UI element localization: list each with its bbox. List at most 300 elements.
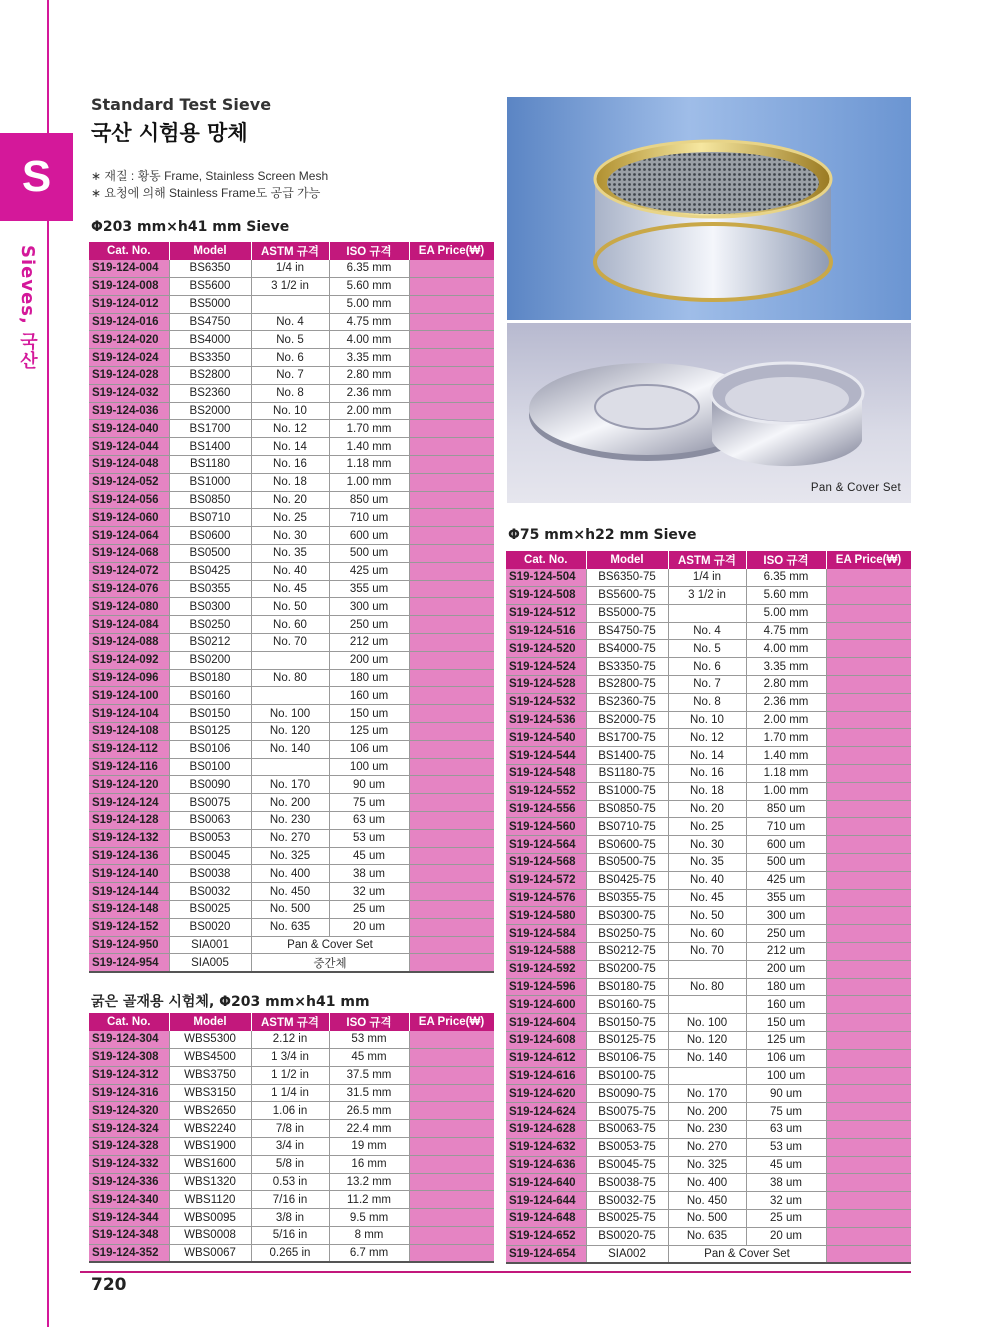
model-cell: BS0063 — [169, 812, 251, 830]
model-cell: BS0180 — [169, 669, 251, 687]
astm-cell: 7/8 in — [251, 1120, 329, 1138]
iso-cell: 75 um — [746, 1103, 826, 1121]
iso-cell: 37.5 mm — [329, 1066, 409, 1084]
table-row — [506, 782, 911, 800]
iso-cell: 1.00 mm — [746, 782, 826, 800]
iso-cell: 200 um — [746, 960, 826, 978]
table-row — [89, 669, 494, 687]
price-cell — [409, 669, 494, 687]
column-header: Cat. No. — [89, 1013, 169, 1031]
cat-no-cell: S19-124-628 — [506, 1121, 586, 1139]
table-row — [89, 1191, 494, 1209]
page-number: 720 — [91, 1275, 127, 1295]
model-cell: BS2800-75 — [586, 676, 668, 694]
table-row — [89, 473, 494, 491]
table-row — [506, 800, 911, 818]
astm-cell: No. 200 — [668, 1103, 746, 1121]
model-cell: BS1180 — [169, 456, 251, 474]
price-cell — [409, 812, 494, 830]
price-cell — [826, 943, 911, 961]
table-row — [506, 1192, 911, 1210]
cat-no-cell: S19-124-088 — [89, 634, 169, 652]
section-title-203-sieve: Φ203 mm×h41 mm Sieve — [91, 219, 290, 235]
table-row — [506, 836, 911, 854]
price-cell — [409, 509, 494, 527]
model-cell: BS1180-75 — [586, 765, 668, 783]
iso-cell: 5.00 mm — [746, 604, 826, 622]
model-cell: BS0355-75 — [586, 889, 668, 907]
table-row — [506, 1138, 911, 1156]
iso-cell: 90 um — [329, 776, 409, 794]
model-cell: BS1400 — [169, 438, 251, 456]
astm-cell: 1/4 in — [251, 260, 329, 278]
iso-cell: 2.00 mm — [746, 711, 826, 729]
astm-cell: No. 60 — [251, 616, 329, 634]
astm-cell: No. 40 — [251, 562, 329, 580]
table-row — [89, 509, 494, 527]
model-cell: WBS1120 — [169, 1191, 251, 1209]
material-note: ∗ 재질 : 황동 Frame, Stainless Screen Mesh — [91, 169, 329, 183]
astm-cell: No. 45 — [251, 580, 329, 598]
model-cell: BS0038 — [169, 865, 251, 883]
astm-cell: 1 1/4 in — [251, 1084, 329, 1102]
model-cell: BS0045 — [169, 847, 251, 865]
iso-cell: 6.35 mm — [329, 260, 409, 278]
cat-no-cell: S19-124-020 — [89, 331, 169, 349]
column-header: EA Price(₩) — [409, 242, 494, 260]
iso-cell: 53 mm — [329, 1031, 409, 1049]
iso-cell: 300 um — [329, 598, 409, 616]
iso-cell: 32 um — [746, 1192, 826, 1210]
astm-cell: No. 325 — [251, 847, 329, 865]
model-cell: WBS1900 — [169, 1138, 251, 1156]
model-cell: WBS1320 — [169, 1173, 251, 1191]
column-header: ISO 규격 — [329, 242, 409, 260]
cat-no-cell: S19-124-016 — [89, 313, 169, 331]
iso-cell: 22.4 mm — [329, 1120, 409, 1138]
iso-cell: 1.40 mm — [329, 438, 409, 456]
price-cell — [826, 836, 911, 854]
table-row — [89, 580, 494, 598]
cat-no-cell: S19-124-100 — [89, 687, 169, 705]
price-cell — [826, 676, 911, 694]
model-cell: WBS3750 — [169, 1066, 251, 1084]
cat-no-cell: S19-124-040 — [89, 420, 169, 438]
price-cell — [409, 865, 494, 883]
table-row — [89, 260, 494, 278]
astm-cell: No. 70 — [668, 943, 746, 961]
model-cell: BS0090-75 — [586, 1085, 668, 1103]
pan-cover-photo — [507, 323, 911, 503]
iso-cell: 300 um — [746, 907, 826, 925]
table-row — [506, 569, 911, 587]
model-cell: BS4000 — [169, 331, 251, 349]
astm-cell: 1 3/4 in — [251, 1049, 329, 1067]
model-cell: BS5000 — [169, 295, 251, 313]
astm-cell: No. 60 — [668, 925, 746, 943]
astm-cell: No. 7 — [668, 676, 746, 694]
iso-cell: 1.00 mm — [329, 473, 409, 491]
model-cell: BS0075 — [169, 794, 251, 812]
astm-cell: No. 45 — [668, 889, 746, 907]
price-cell — [826, 1049, 911, 1067]
astm-cell: No. 270 — [668, 1138, 746, 1156]
astm-cell: No. 325 — [668, 1156, 746, 1174]
table-row — [89, 776, 494, 794]
iso-cell: 200 um — [329, 651, 409, 669]
price-cell — [409, 1102, 494, 1120]
astm-cell: No. 12 — [251, 420, 329, 438]
cat-no-cell: S19-124-056 — [89, 491, 169, 509]
table-row — [89, 1031, 494, 1049]
price-cell — [826, 604, 911, 622]
table-row — [89, 1066, 494, 1084]
astm-cell — [251, 651, 329, 669]
table-row — [89, 1155, 494, 1173]
iso-cell: 425 um — [746, 871, 826, 889]
cat-no-cell: S19-124-332 — [89, 1155, 169, 1173]
price-cell — [826, 925, 911, 943]
iso-cell: 1.40 mm — [746, 747, 826, 765]
model-cell: BS0090 — [169, 776, 251, 794]
cat-no-cell: S19-124-608 — [506, 1032, 586, 1050]
table-row — [506, 960, 911, 978]
iso-cell: 38 um — [329, 865, 409, 883]
iso-cell: 75 um — [329, 794, 409, 812]
astm-cell: No. 400 — [668, 1174, 746, 1192]
column-header: Model — [586, 551, 668, 569]
model-cell: BS0425 — [169, 562, 251, 580]
table-row — [89, 562, 494, 580]
price-cell — [409, 562, 494, 580]
price-cell — [826, 960, 911, 978]
iso-cell: 16 mm — [329, 1155, 409, 1173]
cat-no-cell: S19-124-328 — [89, 1138, 169, 1156]
cat-no-cell: S19-124-600 — [506, 996, 586, 1014]
cat-no-cell: S19-124-080 — [89, 598, 169, 616]
cat-no-cell: S19-124-072 — [89, 562, 169, 580]
iso-cell: 2.80 mm — [746, 676, 826, 694]
astm-cell: No. 20 — [668, 800, 746, 818]
cat-no-cell: S19-124-640 — [506, 1174, 586, 1192]
iso-cell: 45 mm — [329, 1049, 409, 1067]
astm-cell: No. 230 — [251, 812, 329, 830]
price-cell — [826, 1174, 911, 1192]
price-cell — [409, 1084, 494, 1102]
price-cell — [409, 527, 494, 545]
astm-cell: 7/16 in — [251, 1191, 329, 1209]
astm-cell: No. 25 — [251, 509, 329, 527]
iso-cell: 106 um — [329, 740, 409, 758]
astm-cell: No. 140 — [251, 740, 329, 758]
iso-cell: 212 um — [329, 634, 409, 652]
cat-no-cell: S19-124-532 — [506, 693, 586, 711]
table-row — [506, 996, 911, 1014]
cat-no-cell: S19-124-324 — [89, 1120, 169, 1138]
price-cell — [826, 871, 911, 889]
model-cell: SIA005 — [169, 954, 251, 972]
cat-no-cell: S19-124-340 — [89, 1191, 169, 1209]
table-row — [506, 729, 911, 747]
model-cell: BS3350 — [169, 349, 251, 367]
model-cell: BS0032-75 — [586, 1192, 668, 1210]
price-cell — [826, 1138, 911, 1156]
price-cell — [409, 367, 494, 385]
model-cell: BS0500-75 — [586, 854, 668, 872]
table-row — [506, 747, 911, 765]
table-row — [89, 954, 494, 972]
astm-cell: No. 5 — [668, 640, 746, 658]
model-cell: BS0850-75 — [586, 800, 668, 818]
iso-cell: 355 um — [329, 580, 409, 598]
cat-no-cell: S19-124-140 — [89, 865, 169, 883]
table-row — [89, 1138, 494, 1156]
table-row — [506, 711, 911, 729]
model-cell: WBS1600 — [169, 1155, 251, 1173]
price-cell — [826, 1209, 911, 1227]
price-cell — [409, 1120, 494, 1138]
price-cell — [826, 1121, 911, 1139]
astm-cell: No. 5 — [251, 331, 329, 349]
column-header: Model — [169, 1013, 251, 1031]
iso-cell: 63 um — [329, 812, 409, 830]
cat-no-cell: S19-124-588 — [506, 943, 586, 961]
table-row — [506, 818, 911, 836]
iso-cell: 5.00 mm — [329, 295, 409, 313]
cat-no-cell: S19-124-552 — [506, 782, 586, 800]
price-cell — [409, 794, 494, 812]
price-cell — [826, 1156, 911, 1174]
iso-cell: 100 um — [746, 1067, 826, 1085]
price-cell — [409, 1209, 494, 1227]
model-cell: BS0250 — [169, 616, 251, 634]
table-row — [89, 1209, 494, 1227]
table-row — [89, 349, 494, 367]
astm-cell: No. 10 — [251, 402, 329, 420]
sieve-75-table — [506, 551, 912, 1264]
astm-cell: No. 50 — [251, 598, 329, 616]
astm-cell — [668, 960, 746, 978]
astm-cell: 3 1/2 in — [251, 278, 329, 296]
astm-cell: 3 1/2 in — [668, 587, 746, 605]
column-header: EA Price(₩) — [409, 1013, 494, 1031]
model-cell: BS5000-75 — [586, 604, 668, 622]
iso-cell: 160 um — [746, 996, 826, 1014]
price-cell — [409, 260, 494, 278]
model-cell: BS0212-75 — [586, 943, 668, 961]
table-row — [506, 907, 911, 925]
price-cell — [826, 587, 911, 605]
iso-cell: 11.2 mm — [329, 1191, 409, 1209]
price-cell — [409, 384, 494, 402]
table-header-row — [506, 551, 911, 569]
iso-cell: 250 um — [329, 616, 409, 634]
price-cell — [826, 854, 911, 872]
table-row — [506, 854, 911, 872]
astm-cell: No. 170 — [668, 1085, 746, 1103]
price-cell — [826, 907, 911, 925]
astm-cell: No. 450 — [251, 883, 329, 901]
table-row — [506, 1067, 911, 1085]
cat-no-cell: S19-124-512 — [506, 604, 586, 622]
price-cell — [409, 1191, 494, 1209]
astm-cell: Pan & Cover Set — [251, 936, 409, 954]
price-cell — [409, 402, 494, 420]
column-header: ISO 규격 — [329, 1013, 409, 1031]
price-cell — [409, 687, 494, 705]
astm-cell: 1/4 in — [668, 569, 746, 587]
cat-no-cell: S19-124-648 — [506, 1209, 586, 1227]
model-cell: SIA001 — [169, 936, 251, 954]
table-row — [506, 1245, 911, 1263]
price-cell — [409, 295, 494, 313]
table-row — [89, 331, 494, 349]
model-cell: BS2800 — [169, 367, 251, 385]
table-row — [506, 1103, 911, 1121]
astm-cell: No. 30 — [668, 836, 746, 854]
table-row — [506, 943, 911, 961]
iso-cell: 500 um — [329, 545, 409, 563]
cat-no-cell: S19-124-560 — [506, 818, 586, 836]
model-cell: BS0425-75 — [586, 871, 668, 889]
price-cell — [826, 693, 911, 711]
model-cell: BS1000 — [169, 473, 251, 491]
price-cell — [409, 705, 494, 723]
astm-cell — [251, 295, 329, 313]
price-cell — [826, 640, 911, 658]
price-cell — [826, 818, 911, 836]
price-cell — [409, 1244, 494, 1262]
price-cell — [826, 747, 911, 765]
model-cell: BS0025-75 — [586, 1209, 668, 1227]
iso-cell: 160 um — [329, 687, 409, 705]
astm-cell: No. 16 — [251, 456, 329, 474]
astm-cell: No. 8 — [668, 693, 746, 711]
cat-no-cell: S19-124-136 — [89, 847, 169, 865]
price-cell — [826, 1245, 911, 1263]
cat-no-cell: S19-124-556 — [506, 800, 586, 818]
table-row — [506, 587, 911, 605]
iso-cell: 106 um — [746, 1049, 826, 1067]
cat-no-cell: S19-124-032 — [89, 384, 169, 402]
table-row — [89, 936, 494, 954]
iso-cell: 32 um — [329, 883, 409, 901]
price-cell — [826, 729, 911, 747]
iso-cell: 180 um — [329, 669, 409, 687]
table-row — [89, 812, 494, 830]
iso-cell: 6.35 mm — [746, 569, 826, 587]
section-title-75-sieve: Φ75 mm×h22 mm Sieve — [508, 527, 697, 543]
model-cell: BS0150-75 — [586, 1014, 668, 1032]
astm-cell: No. 635 — [251, 918, 329, 936]
iso-cell: 4.75 mm — [329, 313, 409, 331]
iso-cell: 8 mm — [329, 1227, 409, 1245]
column-header: ASTM 규격 — [251, 1013, 329, 1031]
pan-cover-illustration — [507, 323, 911, 503]
cat-no-cell: S19-124-644 — [506, 1192, 586, 1210]
table-row — [89, 313, 494, 331]
table-row — [89, 900, 494, 918]
cat-no-cell: S19-124-152 — [89, 918, 169, 936]
cat-no-cell: S19-124-148 — [89, 900, 169, 918]
iso-cell: 5.60 mm — [746, 587, 826, 605]
iso-cell: 1.70 mm — [329, 420, 409, 438]
model-cell: BS0180-75 — [586, 978, 668, 996]
astm-cell: No. 10 — [668, 711, 746, 729]
cat-no-cell: S19-124-044 — [89, 438, 169, 456]
iso-cell: 600 um — [329, 527, 409, 545]
model-cell: BS5600 — [169, 278, 251, 296]
model-cell: BS0500 — [169, 545, 251, 563]
table-row — [89, 616, 494, 634]
iso-cell: 3.35 mm — [329, 349, 409, 367]
table-row — [89, 491, 494, 509]
cat-no-cell: S19-124-592 — [506, 960, 586, 978]
astm-cell: No. 270 — [251, 829, 329, 847]
cat-no-cell: S19-124-520 — [506, 640, 586, 658]
iso-cell: 3.35 mm — [746, 658, 826, 676]
astm-cell: No. 25 — [668, 818, 746, 836]
astm-cell: No. 40 — [668, 871, 746, 889]
iso-cell: 5.60 mm — [329, 278, 409, 296]
astm-cell: 1 1/2 in — [251, 1066, 329, 1084]
table-row — [506, 1032, 911, 1050]
table-row — [89, 651, 494, 669]
astm-cell: No. 35 — [668, 854, 746, 872]
price-cell — [409, 545, 494, 563]
table-row — [506, 1085, 911, 1103]
astm-cell: 중간체 — [251, 954, 409, 972]
price-cell — [826, 765, 911, 783]
iso-cell: 500 um — [746, 854, 826, 872]
price-cell — [826, 569, 911, 587]
iso-cell: 45 um — [746, 1156, 826, 1174]
table-header-row — [89, 1013, 494, 1031]
photo-caption: Pan & Cover Set — [810, 482, 901, 494]
cat-no-cell: S19-124-076 — [89, 580, 169, 598]
model-cell: BS0160-75 — [586, 996, 668, 1014]
iso-cell: 355 um — [746, 889, 826, 907]
iso-cell: 53 um — [329, 829, 409, 847]
price-cell — [409, 723, 494, 741]
model-cell: BS3350-75 — [586, 658, 668, 676]
model-cell: WBS3150 — [169, 1084, 251, 1102]
table-row — [89, 1244, 494, 1262]
table-row — [89, 829, 494, 847]
section-letter: S — [21, 152, 52, 201]
iso-cell: 2.00 mm — [329, 402, 409, 420]
cat-no-cell: S19-124-352 — [89, 1244, 169, 1262]
cat-no-cell: S19-124-544 — [506, 747, 586, 765]
model-cell: WBS4500 — [169, 1049, 251, 1067]
model-cell: BS0150 — [169, 705, 251, 723]
astm-cell: No. 8 — [251, 384, 329, 402]
astm-cell: No. 140 — [668, 1049, 746, 1067]
table-row — [506, 1174, 911, 1192]
model-cell: BS0100 — [169, 758, 251, 776]
model-cell: BS0710 — [169, 509, 251, 527]
section-letter-tab — [0, 133, 73, 221]
astm-cell: No. 30 — [251, 527, 329, 545]
cat-no-cell: S19-124-132 — [89, 829, 169, 847]
iso-cell: 45 um — [329, 847, 409, 865]
price-cell — [409, 847, 494, 865]
model-cell: BS0710-75 — [586, 818, 668, 836]
iso-cell: 2.80 mm — [329, 367, 409, 385]
cat-no-cell: S19-124-548 — [506, 765, 586, 783]
model-cell: BS0200 — [169, 651, 251, 669]
model-cell: WBS0067 — [169, 1244, 251, 1262]
